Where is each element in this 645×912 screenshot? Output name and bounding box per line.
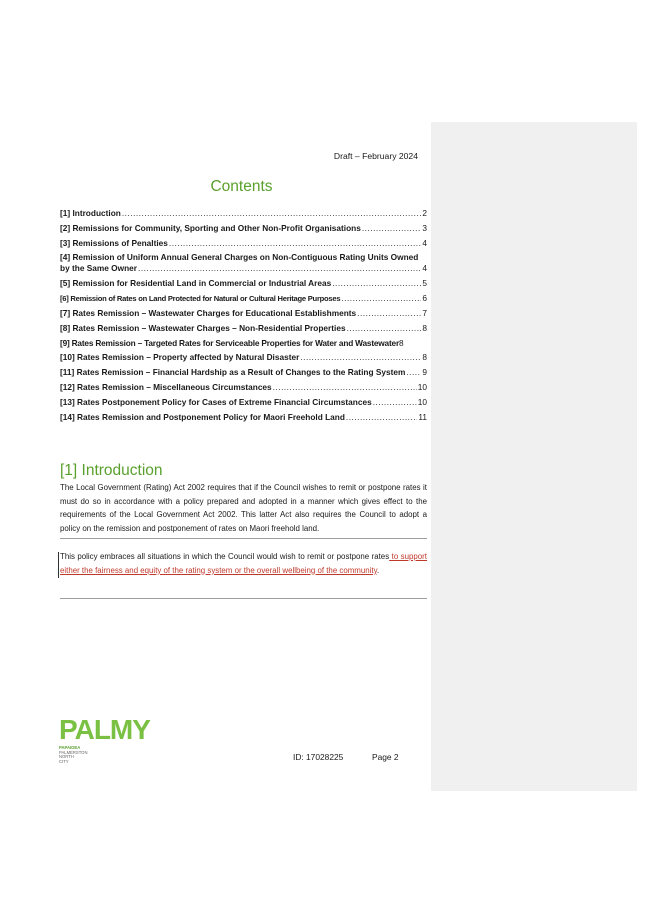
toc-entry-11[interactable]: [11] Rates Remission – Financial Hardship as a Result of Changes to the Rating System ..... 9 — [60, 367, 427, 382]
toc-entry-6[interactable]: [6] Remission of Rates on Land Protected for Natural or Cultural Heritage Purposes ..... 6 — [60, 293, 427, 308]
document-id: ID: 17028225 — [293, 752, 344, 762]
toc-entry-2[interactable]: [2] Remissions for Community, Sporting and Other Non-Profit Organisations ..... 3 — [60, 223, 427, 238]
change-bar — [58, 552, 59, 578]
divider-top — [60, 538, 427, 539]
divider-bottom — [60, 598, 427, 599]
tracked-insertion[interactable]: to support either the fairness and equity of the rating system or the overall wellbeing of the community — [60, 552, 427, 575]
logo-wordmark: PALMY — [59, 714, 150, 745]
section-heading: [1] Introduction — [60, 462, 163, 479]
contents-heading: Contents — [210, 178, 273, 195]
toc-entry-9[interactable]: [9] Rates Remission – Targeted Rates for Serviceable Properties for Water and Wastewater 8 — [60, 337, 404, 348]
toc-entry-5[interactable]: [5] Remission for Residential Land in Commercial or Industrial Areas ..... 5 — [60, 278, 427, 293]
toc-entry-13[interactable]: [13] Rates Postponement Policy for Cases of Extreme Financial Circumstances ..... 10 — [60, 397, 427, 412]
toc-entry-8[interactable]: [8] Rates Remission – Wastewater Charges – Non-Residential Properties ..... 8 — [60, 323, 427, 338]
logo-subtitle: PAPAIOEA PALMERSTON NORTH CITY — [59, 745, 88, 764]
intro-paragraph: The Local Government (Rating) Act 2002 requires that if the Council wishes to remit or postpone rates it must do so in accordance with a policy prepared and adopted in a manner which gives effect to the requirements of the Local Government Act 2002. This latter Act also requires the Council to adopt a policy on the remission and postponement of rates on Maori freehold land. — [60, 483, 427, 533]
toc-entry-14[interactable]: [14] Rates Remission and Postponement Policy for Maori Freehold Land ..... 11 — [60, 412, 427, 427]
page-number: Page 2 — [372, 752, 399, 762]
toc-entry-10[interactable]: [10] Rates Remission – Property affected by Natural Disaster ..... 8 — [60, 352, 427, 367]
toc-entry-7[interactable]: [7] Rates Remission – Wastewater Charges for Educational Establishments ..... 7 — [60, 308, 427, 323]
policy-paragraph: This policy embraces all situations in which the Council would wish to remit or postpone rates to support either the fairness and equity of the rating system or the overall wellbeing of the community. — [60, 552, 427, 575]
draft-label: Draft – February 2024 — [333, 151, 418, 161]
toc-entry-4[interactable]: [4] Remission of Uniform Annual General Charges on Non-Contiguous Rating Units Owned by the Same Owner ..... 4 — [60, 252, 427, 278]
toc-entry-3[interactable]: [3] Remissions of Penalties ..... 4 — [60, 238, 427, 253]
palmy-logo — [59, 716, 179, 764]
comment-panel — [431, 122, 637, 791]
table-of-contents — [60, 208, 427, 426]
toc-entry-12[interactable]: [12] Rates Remission – Miscellaneous Circumstances ..... 10 — [60, 382, 427, 397]
toc-entry-1[interactable]: [1] Introduction ..... 2 — [60, 208, 427, 223]
